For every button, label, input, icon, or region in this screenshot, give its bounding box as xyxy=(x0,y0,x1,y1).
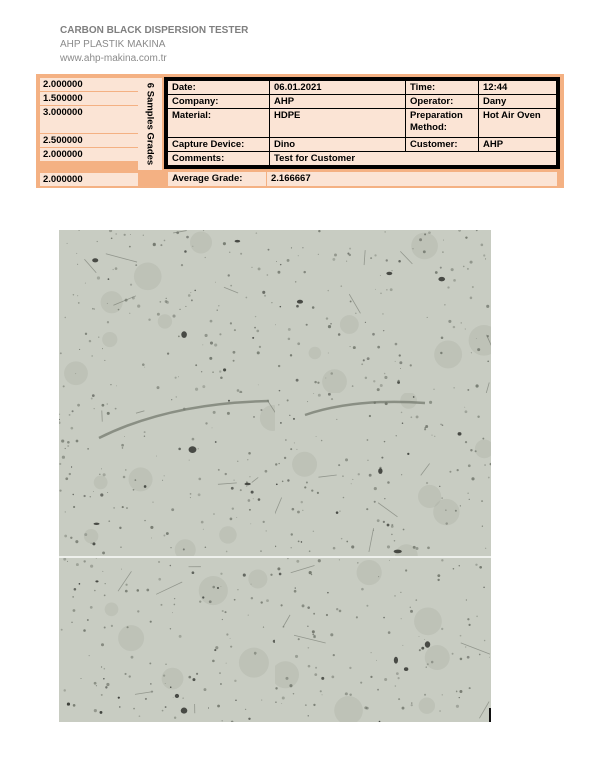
average-grade-row xyxy=(164,172,560,186)
customer-value: AHP xyxy=(479,138,556,151)
company-value: AHP xyxy=(270,95,405,108)
preparation-method-label: Preparation Method: xyxy=(406,109,478,137)
company-label: Company: xyxy=(168,95,269,108)
grades-vertical-label: 6 Samples Grades xyxy=(144,82,156,166)
average-grade-label: Average Grade: xyxy=(168,172,266,186)
material-label: Material: xyxy=(168,109,269,137)
sample-grade-2: 1.500000 xyxy=(40,92,138,105)
comments-label: Comments: xyxy=(168,152,269,165)
mosaic-divider xyxy=(59,556,491,558)
micrograph-sample-4 xyxy=(275,393,491,556)
test-info-grid xyxy=(164,77,560,169)
micrograph-texture xyxy=(275,230,491,393)
micrograph-texture xyxy=(59,230,275,393)
report-title: CARBON BLACK DISPERSION TESTER xyxy=(60,25,249,36)
company-name: AHP PLASTIK MAKINA xyxy=(60,39,166,50)
micrograph-sample-6 xyxy=(275,558,491,722)
micrograph-sample-1 xyxy=(59,230,275,393)
sample-grade-4: 2.500000 xyxy=(40,134,138,147)
sample-grade-6: 2.000000 xyxy=(40,173,138,186)
report-summary-table xyxy=(36,74,564,188)
material-value: HDPE xyxy=(270,109,405,137)
operator-label: Operator: xyxy=(406,95,478,108)
edge-marker xyxy=(489,708,491,722)
date-label: Date: xyxy=(168,81,269,94)
time-value: 12:44 xyxy=(479,81,556,94)
sample-grade-1: 2.000000 xyxy=(40,78,138,91)
preparation-method-value: Hot Air Oven xyxy=(479,109,556,137)
date-value: 06.01.2021 xyxy=(270,81,405,94)
micrograph-texture xyxy=(59,393,275,556)
micrograph-sample-3 xyxy=(59,393,275,556)
capture-device-value: Dino xyxy=(270,138,405,151)
micrograph-mosaic xyxy=(59,230,491,722)
average-grade-value: 2.166667 xyxy=(267,172,557,186)
comments-value: Test for Customer xyxy=(270,152,556,165)
micrograph-texture xyxy=(275,558,491,722)
sample-grade-3: 3.000000 xyxy=(40,106,138,133)
company-website: www.ahp-makina.com.tr xyxy=(60,53,167,64)
sample-grades-list xyxy=(40,78,138,162)
grades-label-box xyxy=(138,78,162,170)
operator-value: Dany xyxy=(479,95,556,108)
capture-device-label: Capture Device: xyxy=(168,138,269,151)
customer-label: Customer: xyxy=(406,138,478,151)
time-label: Time: xyxy=(406,81,478,94)
micrograph-sample-5 xyxy=(59,558,275,722)
micrograph-texture xyxy=(59,558,275,722)
sample-grade-5: 2.000000 xyxy=(40,148,138,161)
micrograph-sample-2 xyxy=(275,230,491,393)
report-header xyxy=(60,24,248,66)
micrograph-texture xyxy=(275,393,491,556)
